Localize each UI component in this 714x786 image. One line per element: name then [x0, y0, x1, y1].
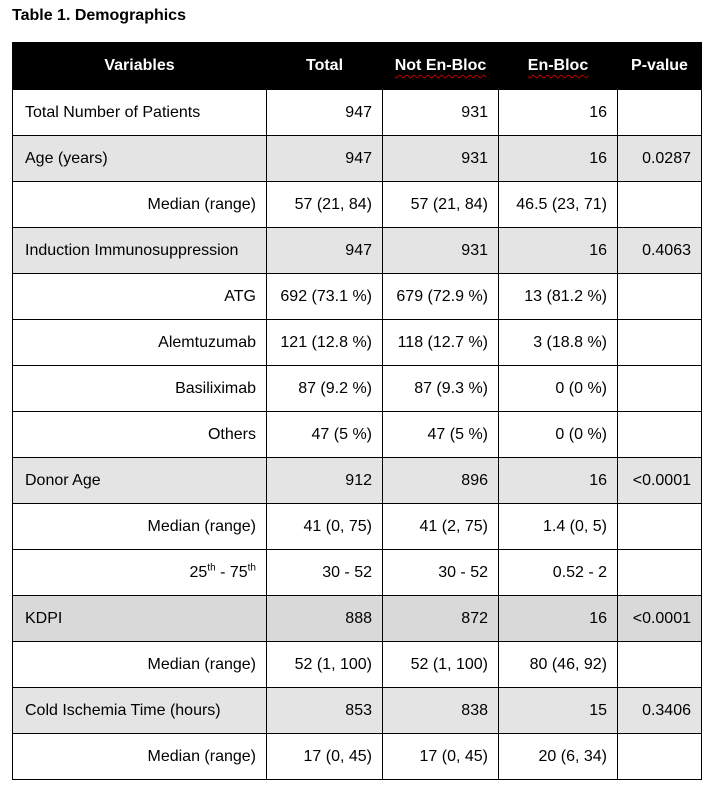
row-label [13, 550, 267, 596]
cell-p-value [618, 412, 702, 458]
header-row [13, 43, 702, 90]
cell-total: 17 (0, 45) [267, 734, 383, 780]
table-row [13, 182, 702, 228]
table-caption: Table 1. Demographics [12, 7, 186, 24]
cell-total: 853 [267, 688, 383, 734]
cell-en-bloc: 46.5 (23, 71) [499, 182, 618, 228]
table-row [13, 274, 702, 320]
cell-total: 41 (0, 75) [267, 504, 383, 550]
cell-not-en-bloc: 931 [383, 90, 499, 136]
row-label: Total Number of Patients [13, 90, 267, 136]
cell-not-en-bloc: 872 [383, 596, 499, 642]
cell-total: 888 [267, 596, 383, 642]
cell-en-bloc: 0 (0 %) [499, 366, 618, 412]
header-en-bloc [499, 43, 618, 90]
row-label: Induction Immunosuppression [13, 228, 267, 274]
cell-p-value: 0.0287 [618, 136, 702, 182]
row-label: Median (range) [13, 734, 267, 780]
cell-en-bloc: 16 [499, 596, 618, 642]
cell-p-value: <0.0001 [618, 458, 702, 504]
cell-p-value [618, 734, 702, 780]
cell-total: 947 [267, 228, 383, 274]
cell-not-en-bloc: 679 (72.9 %) [383, 274, 499, 320]
table-row [13, 642, 702, 688]
cell-not-en-bloc: 838 [383, 688, 499, 734]
cell-total: 52 (1, 100) [267, 642, 383, 688]
cell-not-en-bloc: 52 (1, 100) [383, 642, 499, 688]
row-label: KDPI [13, 596, 267, 642]
percentile-end-suffix: th [247, 562, 256, 574]
cell-p-value [618, 90, 702, 136]
table-row [13, 320, 702, 366]
cell-not-en-bloc: 87 (9.3 %) [383, 366, 499, 412]
cell-en-bloc: 20 (6, 34) [499, 734, 618, 780]
table-row [13, 734, 702, 780]
demographics-table [12, 42, 702, 780]
header-not-en-bloc [383, 43, 499, 90]
cell-en-bloc: 3 (18.8 %) [499, 320, 618, 366]
header-not-en-bloc-text: Not En-Bloc [394, 57, 487, 74]
cell-en-bloc: 0.52 - 2 [499, 550, 618, 596]
cell-total: 121 (12.8 %) [267, 320, 383, 366]
percentile-start: 25 [189, 563, 208, 581]
row-label: Alemtuzumab [13, 320, 267, 366]
cell-total: 692 (73.1 %) [267, 274, 383, 320]
table-row [13, 136, 702, 182]
cell-p-value [618, 182, 702, 228]
table-row [13, 504, 702, 550]
cell-p-value [618, 366, 702, 412]
cell-not-en-bloc: 17 (0, 45) [383, 734, 499, 780]
cell-p-value: 0.3406 [618, 688, 702, 734]
percentile-start-suffix: th [207, 562, 216, 574]
cell-not-en-bloc: 118 (12.7 %) [383, 320, 499, 366]
cell-total: 912 [267, 458, 383, 504]
cell-total: 87 (9.2 %) [267, 366, 383, 412]
cell-en-bloc: 13 (81.2 %) [499, 274, 618, 320]
cell-en-bloc: 0 (0 %) [499, 412, 618, 458]
table-row [13, 458, 702, 504]
cell-total: 30 - 52 [267, 550, 383, 596]
row-label: Donor Age [13, 458, 267, 504]
cell-not-en-bloc: 896 [383, 458, 499, 504]
table-row [13, 688, 702, 734]
row-label: Median (range) [13, 642, 267, 688]
cell-en-bloc: 16 [499, 228, 618, 274]
cell-total: 47 (5 %) [267, 412, 383, 458]
cell-p-value [618, 550, 702, 596]
row-label: ATG [13, 274, 267, 320]
cell-p-value [618, 642, 702, 688]
cell-en-bloc: 80 (46, 92) [499, 642, 618, 688]
cell-en-bloc: 16 [499, 136, 618, 182]
header-en-bloc-text: En-Bloc [527, 57, 589, 74]
table-row [13, 90, 702, 136]
header-variables: Variables [13, 43, 267, 90]
cell-not-en-bloc: 41 (2, 75) [383, 504, 499, 550]
row-label: Basiliximab [13, 366, 267, 412]
cell-not-en-bloc: 47 (5 %) [383, 412, 499, 458]
percentile-end: - 75 [215, 563, 248, 581]
row-label: Age (years) [13, 136, 267, 182]
cell-en-bloc: 15 [499, 688, 618, 734]
table-row [13, 228, 702, 274]
cell-not-en-bloc: 931 [383, 136, 499, 182]
cell-total: 57 (21, 84) [267, 182, 383, 228]
cell-en-bloc: 16 [499, 458, 618, 504]
table-row [13, 366, 702, 412]
cell-not-en-bloc: 30 - 52 [383, 550, 499, 596]
cell-not-en-bloc: 931 [383, 228, 499, 274]
cell-p-value [618, 504, 702, 550]
cell-en-bloc: 16 [499, 90, 618, 136]
cell-total: 947 [267, 136, 383, 182]
cell-p-value: <0.0001 [618, 596, 702, 642]
cell-p-value: 0.4063 [618, 228, 702, 274]
row-label: Median (range) [13, 504, 267, 550]
cell-total: 947 [267, 90, 383, 136]
row-label: Others [13, 412, 267, 458]
cell-p-value [618, 320, 702, 366]
cell-p-value [618, 274, 702, 320]
cell-not-en-bloc: 57 (21, 84) [383, 182, 499, 228]
table-row [13, 550, 702, 596]
cell-en-bloc: 1.4 (0, 5) [499, 504, 618, 550]
row-label: Median (range) [13, 182, 267, 228]
table-row [13, 596, 702, 642]
header-total: Total [267, 43, 383, 90]
header-p-value: P-value [618, 43, 702, 90]
table-row [13, 412, 702, 458]
row-label: Cold Ischemia Time (hours) [13, 688, 267, 734]
